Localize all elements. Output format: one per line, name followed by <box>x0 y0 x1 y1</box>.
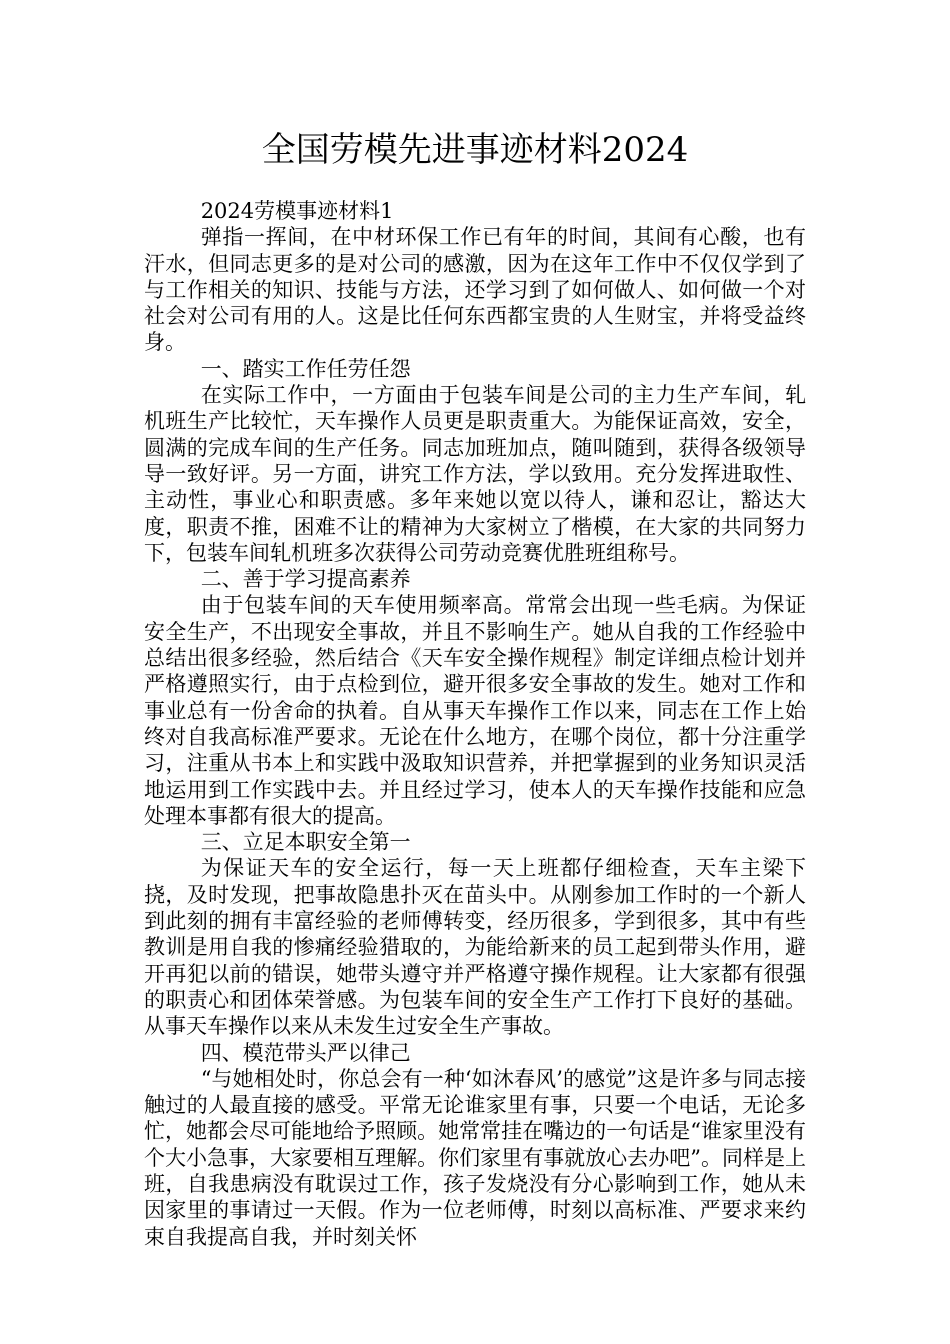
section-heading-3: 三、立足本职安全第一 <box>200 830 411 855</box>
document-subtitle: 2024劳模事迹材料1 <box>200 199 394 223</box>
section-heading-1: 一、踏实工作任劳任怨 <box>200 356 411 381</box>
paragraph-section-2: 由于包装车间的天车使用频率高。常常会出现一些毛病。为保证安全生产，不出现安全事故，并且不影响生产。她从自我的工作经验中总结出很多经验，然后结合《天车安全操作规程》制定详细点检计划并严格遵照实行，由于点检到位，避开很多安全事故的发生。她对工作和事业总有一份舍命的执着。自从事天车操作工作以来，同志在工作上始终对自我高标准严要求。无论在什么地方，在哪个岗位，都十分注重学习，注重从书本上和实践中汲取知识营养，并把掌握到的业务知识灵活地运用到工作实践中去。并且经过学习，使本人的天车操作技能和应急处理本事都有很大的提高。 <box>144 593 806 828</box>
document-title: 全国劳模先进事迹材料2024 <box>261 130 689 170</box>
section-heading-2: 二、善于学习提高素养 <box>200 567 411 592</box>
section-heading-4: 四、模范带头严以律己 <box>200 1040 411 1065</box>
paragraph-section-3: 为保证天车的安全运行，每一天上班都仔细检查，天车主梁下挠，及时发现，把事故隐患扑灭在苗头中。从刚参加工作时的一个新人到此刻的拥有丰富经验的老师傅转变，经历很多，学到很多，其中有些教训是用自我的惨痛经验猎取的，为能给新来的员工起到带头作用，避开再犯以前的错误，她带头遵守并严格遵守操作规程。让大家都有很强的职责心和团体荣誉感。为包装车间的安全生产工作打下良好的基础。从事天车操作以来从未发生过安全生产事故。 <box>144 856 806 1039</box>
document-body <box>144 198 806 1250</box>
paragraph-section-4: “与她相处时，你总会有一种‘如沐春风’的感觉”这是许多与同志接触过的人最直接的感受。平常无论谁家里有事，只要一个电话，无论多忙，她都会尽可能地给予照顾。她常常挂在嘴边的一句话是“谁家里没有个大小急事，大家要相互理解。你们家里有事就放心去办吧”。同样是上班，自我患病没有耽误过工作，孩子发烧没有分心影响到工作，她从未因家里的事请过一天假。作为一位老师傅，时刻以高标准、严要求来约束自我提高自我，并时刻关怀 <box>144 1066 806 1249</box>
paragraph-section-1: 在实际工作中，一方面由于包装车间是公司的主力生产车间，轧机班生产比较忙，天车操作人员更是职责重大。为能保证高效，安全，圆满的完成车间的生产任务。同志加班加点，随叫随到，获得各级领导导一致好评。另一方面，讲究工作方法，学以致用。充分发挥进取性、主动性，事业心和职责感。多年来她以宽以待人，谦和忍让，豁达大度，职责不推，困难不让的精神为大家树立了楷模，在大家的共同努力下，包装车间轧机班多次获得公司劳动竞赛优胜班组称号。 <box>144 383 806 565</box>
paragraph-intro: 弹指一挥间，在中材环保工作已有年的时间，其间有心酸，也有汗水，但同志更多的是对公司的感激，因为在这年工作中不仅仅学到了与工作相关的知识、技能与方法，还学习到了如何做人、如何做一个对社会对公司有用的人。这是比任何东西都宝贵的人生财宝，并将受益终身。 <box>144 225 806 355</box>
